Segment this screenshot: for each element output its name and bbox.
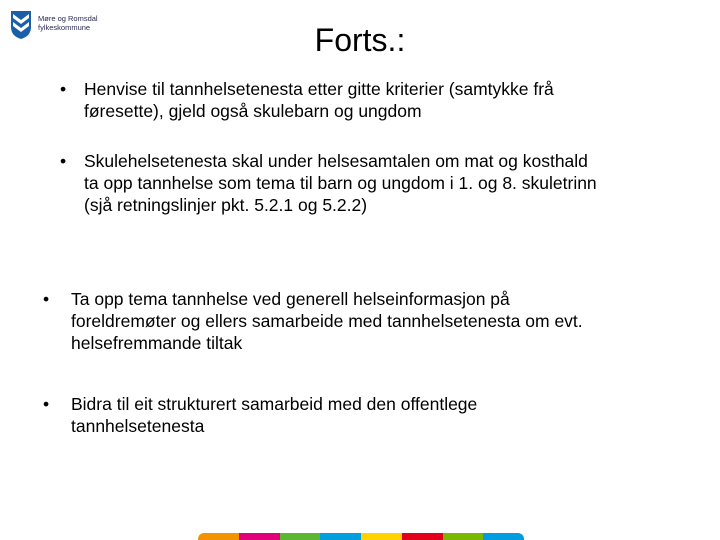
bullet-marker: • [43, 394, 50, 414]
logo-line-2: fylkeskommune [38, 23, 91, 32]
slide-title: Forts.: [314, 22, 406, 58]
footer-color-bar [198, 533, 524, 540]
footer-color-segment [361, 533, 402, 540]
bullet-line: Bidra til eit strukturert samarbeid med den offentlege [71, 394, 478, 414]
bullet-line: tannhelsetenesta [71, 416, 205, 436]
bullet-text [71, 288, 583, 354]
bullet-line: Ta opp tema tannhelse ved generell helseinformasjon på [71, 289, 510, 309]
bullet-marker: • [43, 289, 50, 309]
footer-color-segment [239, 533, 280, 540]
footer-color-segment [198, 533, 239, 540]
bullet-line: Henvise til tannhelsetenesta etter gitte kriterier (samtykke frå [84, 79, 554, 99]
bullet-line: foreldremøter og ellers samarbeide med tannhelsetenesta om evt. [71, 311, 583, 331]
footer-color-segment [483, 533, 524, 540]
bullet-line: ta opp tannhelse som tema til barn og ungdom i 1. og 8. skuletrinn [84, 173, 597, 193]
footer-color-segment [280, 533, 321, 540]
bullet-text [84, 78, 554, 122]
bullet-line: (sjå retningslinjer pkt. 5.2.1 og 5.2.2) [84, 195, 368, 215]
bullet-marker: • [60, 151, 67, 171]
bullet-marker: • [60, 79, 67, 99]
bullet-text [84, 150, 597, 216]
logo-line-1: Møre og Romsdal [38, 14, 98, 23]
footer-color-segment [402, 533, 443, 540]
bullet-line: Skulehelsetenesta skal under helsesamtalen om mat og kosthald [84, 151, 588, 171]
footer-color-segment [443, 533, 484, 540]
bullet-text [71, 393, 477, 437]
footer-color-segment [320, 533, 361, 540]
bullet-line: helsefremmande tiltak [71, 333, 243, 353]
bullet-line: føresette), gjeld også skulebarn og ungdom [84, 101, 422, 121]
